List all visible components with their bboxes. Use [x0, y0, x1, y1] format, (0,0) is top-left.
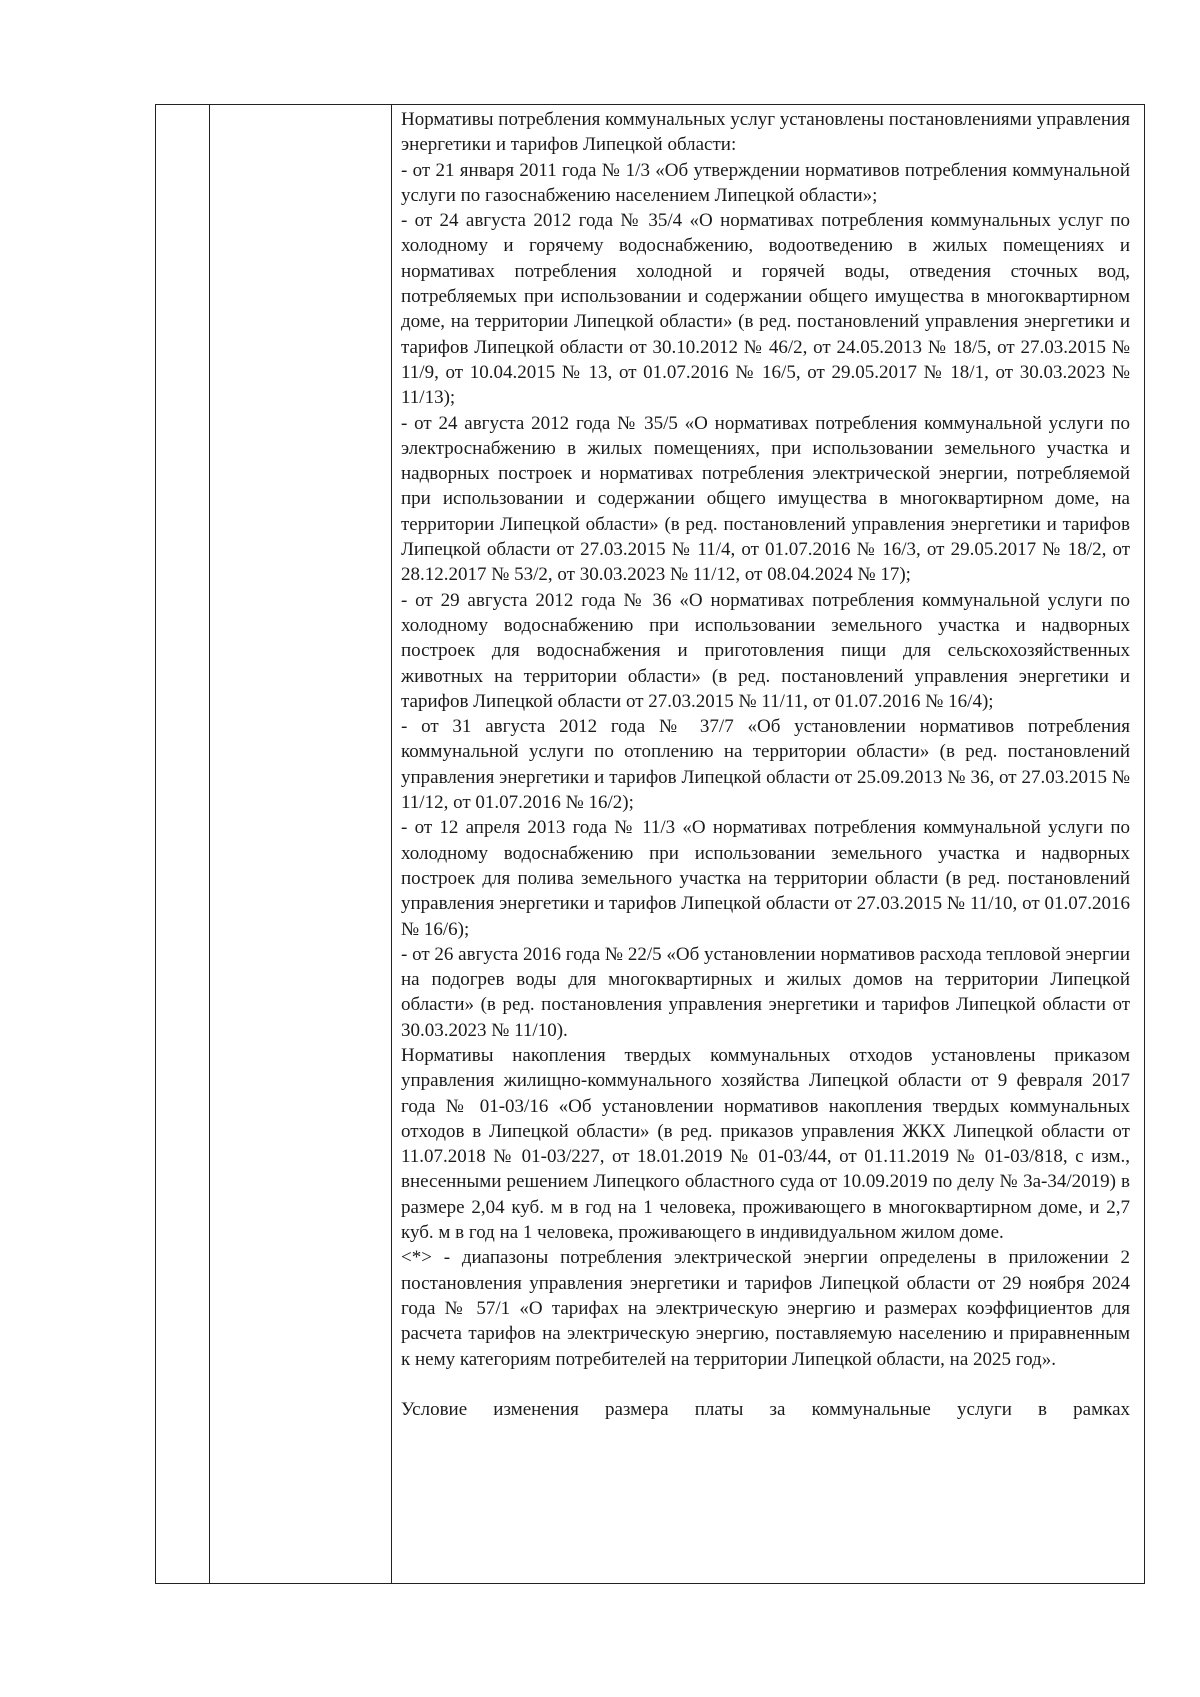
paragraph-heat-energy-norms: - от 26 августа 2016 года № 22/5 «Об установлении нормативов расхода тепловой энергии на подогрев воды для многоквартирных и жилых домов на территории Липецкой области» (в ред. постановления управления энергетики и тарифов Липецкой области от 30.03.2023 № 11/10).: [401, 943, 1130, 1041]
column-divider-2: [391, 105, 392, 1583]
paragraph-gas-norms: - от 21 января 2011 года № 1/3 «Об утверждении нормативов потребления коммунальной услуги по газоснабжению населением Липецкой области»;: [401, 159, 1130, 206]
column-divider-1: [209, 105, 210, 1583]
paragraph-waste-norms: Нормативы накопления твердых коммунальных отходов установлены приказом управления жилищно-коммунального хозяйства Липецкой области от 9 февраля 2017 года № 01-03/16 «Об установлении нормативов накопления твердых коммунальных отходов в Липецкой области» (в ред. приказов управления ЖКХ Липецкой области от 11.07.2018 № 01-03/227, от 18.01.2019 № 01-03/44, от 01.11.2019 № 01-03/818, с изм., внесенными решением Липецкого областного суда от 10.09.2019 по делу № 3а-34/2019) в размере 2,04 куб. м в год на 1 человека, проживающего в многоквартирном доме, и 2,7 куб. м в год на 1 человека, проживающего в индивидуальном жилом доме.: [401, 1044, 1130, 1244]
paragraph-water-norms: - от 24 августа 2012 года № 35/4 «О нормативах потребления коммунальных услуг по холодному и горячему водоснабжению, водоотведению в жилых помещениях и нормативах потребления холодной и горячей воды, отведения сточных вод, потребляемых при использовании и содержании общего имущества в многоквартирном доме, на территории Липецкой области» (в ред. постановлений управления энергетики и тарифов Липецкой области от 30.10.2012 № 46/2, от 24.05.2013 № 18/5, от 27.03.2015 № 11/9, от 10.04.2015 № 13, от 01.07.2016 № 16/5, от 29.05.2017 № 18/1, от 30.03.2023 № 11/13);: [401, 210, 1130, 409]
paragraph-payment-condition: Условие изменения размера платы за коммунальные услуги в рамках: [401, 1398, 1130, 1420]
paragraph-heating-norms: - от 31 августа 2012 года № 37/7 «Об установлении нормативов потребления коммунальной услуги по отоплению на территории области» (в ред. постановлений управления энергетики и тарифов Липецкой области от 25.09.2013 № 36, от 27.03.2015 № 11/12, от 01.07.2016 № 16/2);: [401, 716, 1130, 814]
paragraph-footnote: <*> - диапазоны потребления электрической энергии определены в приложении 2 постановления управления энергетики и тарифов Липецкой области от 29 ноября 2024 года № 57/1 «О тарифах на электрическую энергию и размерах коэффициентов для расчета тарифов на электрическую энергию, поставляемую населению и приравненным к нему категориям потребителей на территории Липецкой области, на 2025 год».: [401, 1247, 1130, 1370]
text-cell: [401, 107, 1130, 1422]
paragraph-livestock-water-norms: - от 29 августа 2012 года № 36 «О нормативах потребления коммунальной услуги по холодному водоснабжению при использовании земельного участка и надворных построек для водоснабжения и приготовления пищи для сельскохозяйственных животных на территории области» (в ред. постановлений управления энергетики и тарифов Липецкой области от 27.03.2015 № 11/11, от 01.07.2016 № 16/4);: [401, 589, 1130, 712]
paragraph-norms-intro: Нормативы потребления коммунальных услуг установлены постановлениями управления энергетики и тарифов Липецкой области:: [401, 109, 1130, 156]
document-table: [155, 104, 1145, 1584]
paragraph-electricity-norms: - от 24 августа 2012 года № 35/5 «О нормативах потребления коммунальной услуги по электроснабжению в жилых помещениях, при использовании земельного участка и надворных построек и нормативах потребления электрической энергии, потребляемой при использовании и содержании общего имущества в многоквартирном доме, на территории Липецкой области» (в ред. постановлений управления энергетики и тарифов Липецкой области от 27.03.2015 № 11/4, от 01.07.2016 № 16/3, от 29.05.2017 № 18/2, от 28.12.2017 № 53/2, от 30.03.2023 № 11/12, от 08.04.2024 № 17);: [401, 412, 1130, 586]
paragraph-irrigation-norms: - от 12 апреля 2013 года № 11/3 «О нормативах потребления коммунальной услуги по холодному водоснабжению при использовании земельного участка и надворных построек для полива земельного участка на территории области (в ред. постановлений управления энергетики и тарифов Липецкой области от 27.03.2015 № 11/10, от 01.07.2016 № 16/6);: [401, 817, 1130, 940]
paragraph-spacer: [401, 1372, 1130, 1397]
